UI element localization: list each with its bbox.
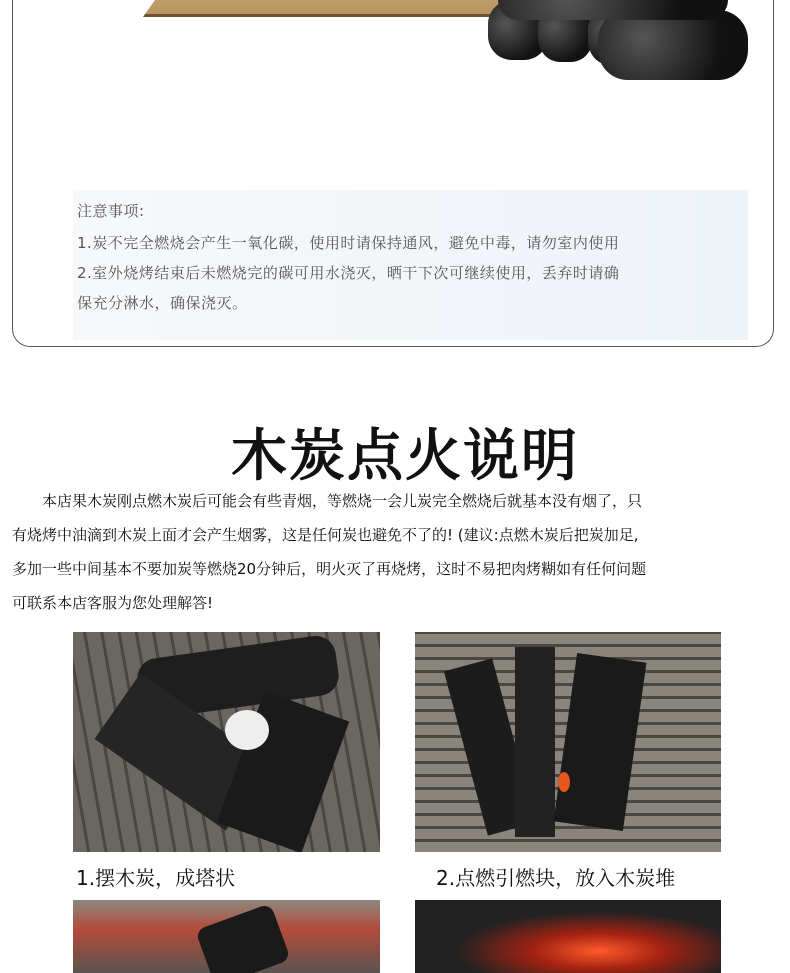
- instructions-paragraph: [12, 484, 772, 620]
- notes-panel: [73, 190, 748, 340]
- product-card: [12, 0, 774, 347]
- charcoal-image: [468, 0, 748, 75]
- paragraph-line: 有烧烤中油滴到木炭上面才会产生烟雾，这是任何炭也避免不了的! (建议:点燃木炭后把炭加足,: [12, 526, 639, 544]
- step-4-photo: [415, 900, 721, 973]
- note-item: 2.室外烧烤结束后未燃烧完的碳可用水浇灭，晒干下次可继续使用，丢弃时请确: [77, 264, 620, 282]
- product-box-image: [143, 0, 519, 17]
- note-item: 保充分淋水，确保浇灭。: [77, 294, 248, 312]
- paragraph-line: 可联系本店客服为您处理解答!: [12, 594, 214, 612]
- paragraph-line: 本店果木炭刚点燃木炭后可能会有些青烟，等燃烧一会儿炭完全燃烧后就基本没有烟了，只: [12, 492, 643, 510]
- paragraph-line: 多加一些中间基本不要加炭等燃烧20分钟后，明火灭了再烧烤，这时不易把肉烤糊如有任何问题: [12, 560, 647, 578]
- note-item: 1.炭不完全燃烧会产生一氧化碳，使用时请保持通风，避免中毒，请勿室内使用: [77, 234, 620, 252]
- notes-heading: 注意事项:: [77, 202, 145, 220]
- step-3-photo: [73, 900, 380, 973]
- section-title: 木炭点火说明: [231, 424, 579, 489]
- step-2-caption: 2.点燃引燃块，放入木炭堆: [436, 866, 676, 890]
- step-1-photo: [73, 632, 380, 852]
- step-2-photo: [415, 632, 721, 852]
- step-1-caption: 1.摆木炭，成塔状: [76, 866, 236, 890]
